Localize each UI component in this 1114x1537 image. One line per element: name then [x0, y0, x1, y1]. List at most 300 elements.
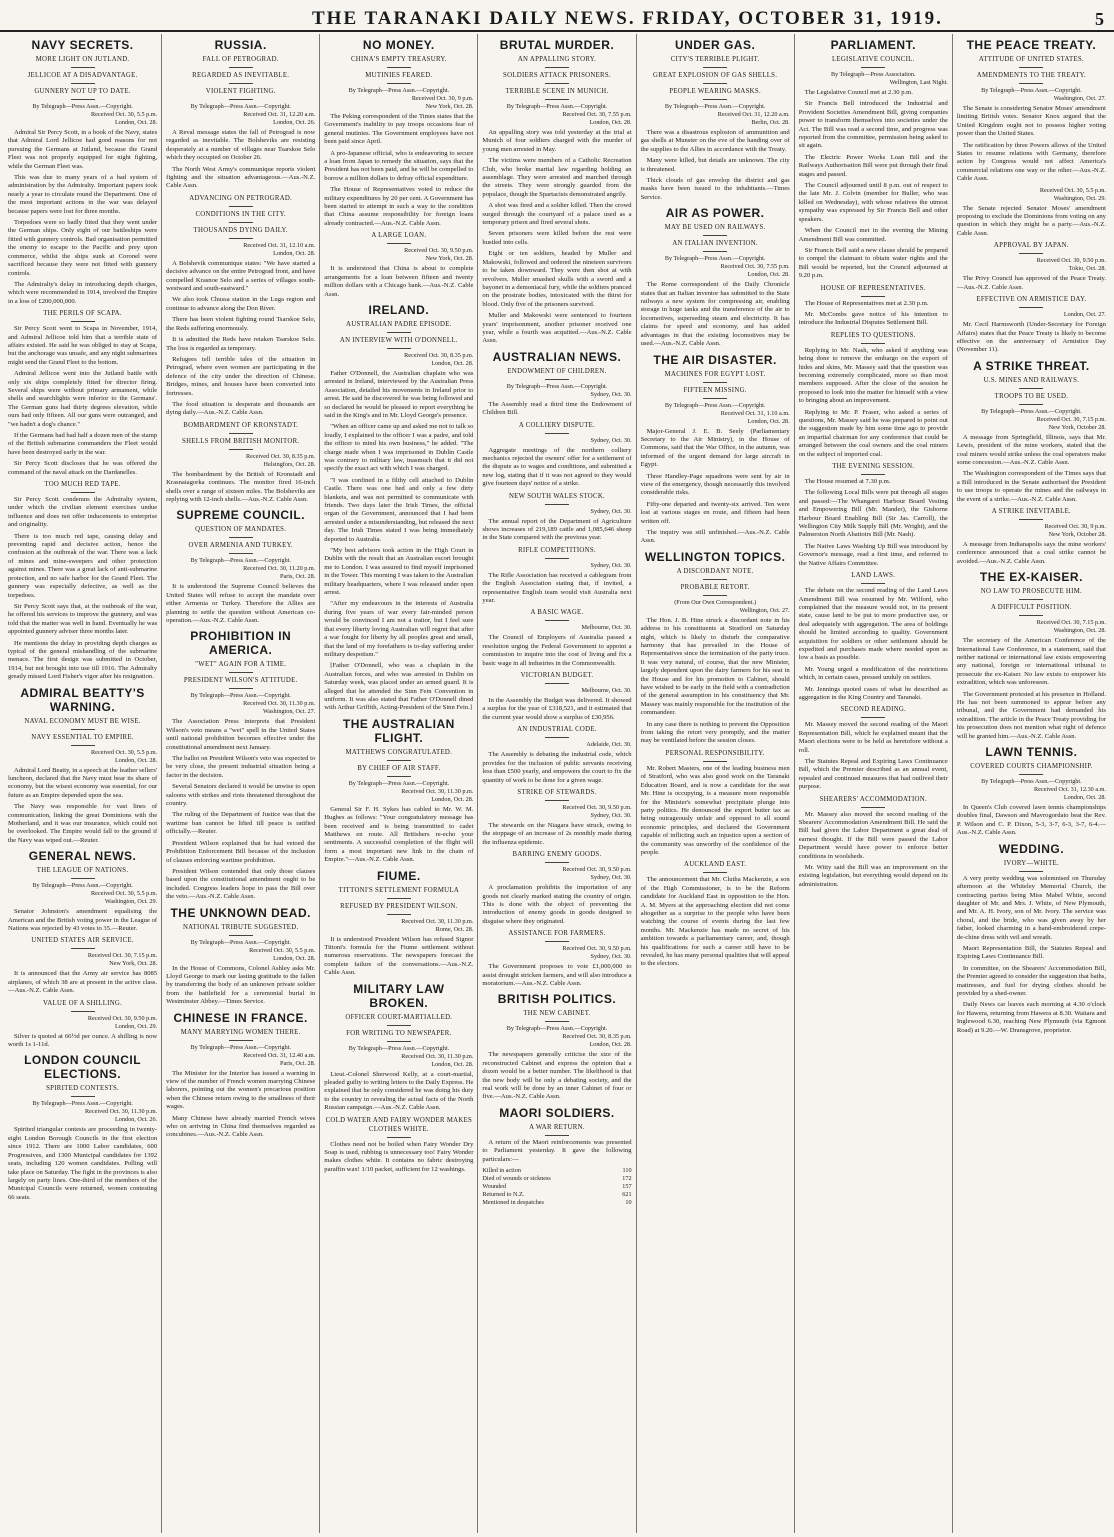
article-subheading: MATTHEWS CONGRATULATED. [345, 748, 453, 756]
divider-rule [545, 433, 569, 434]
dateline-line: Helsingfors, Oct. 28. [263, 460, 316, 468]
article-dateline [957, 311, 1106, 319]
table-value: 10 [625, 1199, 632, 1207]
dateline-line: By Telegraph—Press Assn.—Copyright. [506, 1025, 608, 1033]
article-paragraph: He mentions the delay in providing depth charges as typical of the general mishandling of the submarine menace. The first design was submitted in October, 1914, but not brought into use till 1916. The Admiralty greatly missed Lord Fisher's vigor after his resignation. [8, 639, 158, 681]
divider-rule [387, 348, 411, 349]
article-paragraph: The ratification by three Powers allows of the United States to resume relations with Germany, therefore action by Congress would not affect America's commercial relations one way or the other.—Aus.-N.Z. Cable Assn. [956, 141, 1106, 183]
article-headline: UNDER GAS. [674, 38, 756, 52]
divider-rule [1019, 871, 1043, 872]
article-paragraph: The newspapers generally criticise the size of the reconstructed Cabinet and express the opinion that a dozen would be a better number. The likelihood is that the new body will be only a debating society, and the real work will be done by an inner Cabinet of four or five.—Aus.-N.Z. Cable Assn. [482, 1051, 632, 1101]
dateline-line: By Telegraph—Press Assn.—Copyright. [190, 557, 291, 565]
column-4 [478, 34, 636, 1533]
article-headline: CHINESE IN FRANCE. [173, 1010, 308, 1025]
table-value: 621 [622, 1191, 632, 1199]
article [8, 686, 157, 846]
divider-rule [1019, 307, 1043, 308]
article-paragraph: Eight or ten soldiers, headed by Muller and Makowski, followed and ordered the nineteen survivors to be taken downward. They were then shot at with revolvers. Muller smashed skulls with a sword and a bayonet in a demoniacal fury, while the soldiers pranced on the prostrate bodies, intoxicated with the thirst for blood. Only five of the prisoners survived. [482, 250, 632, 308]
dateline-line: London, Oct. 28. [431, 795, 474, 803]
article-headline: THE AIR DISASTER. [653, 352, 777, 367]
article-paragraph: A very pretty wedding was solemnised on Thursday afternoon at the Whiteley Memorial Church, the contracting parties being Miss Mabel White, second daughter of Mr. and Mrs. J. White, of New Plymouth, and Mr. A. H. Ivory, son of Mr. Ivory. The service was choral, and the bride, who was given away by her father, looked charming in a hand-embroidered crepe-de-chine dress with veil and wreath. [956, 874, 1106, 941]
divider-rule [861, 717, 885, 718]
article-subheading: GREAT EXPLOSION OF GAS SHELLS. [653, 72, 778, 79]
article-paragraph: When the Council met in the evening the Mining Amendment Bill was committed. [798, 227, 948, 243]
article-subheading: CITY'S TERRIBLE PLIGHT. [670, 56, 760, 63]
divider-rule [229, 433, 253, 434]
article-subheading: AN INDUSTRIAL CODE. [517, 726, 597, 734]
divider-rule [545, 504, 569, 505]
article-subheading: THE PERILS OF SCAPA. [43, 310, 122, 318]
divider-rule [703, 251, 727, 252]
divider-rule [1019, 599, 1043, 600]
divider-rule [861, 474, 885, 475]
article-subheading: NO LAW TO PROSECUTE HIM. [980, 588, 1083, 596]
article-dateline [482, 562, 631, 570]
dateline-line: London, Oct. 28. [273, 249, 316, 257]
page-number: 5 [1095, 9, 1104, 29]
article-dateline [641, 103, 790, 127]
article [641, 38, 790, 202]
dateline-line: Received Oct. 30, 11.30 p.m. [401, 917, 474, 925]
dateline-line: New York, October 28. [1048, 530, 1106, 538]
dateline-line: London, Oct. 26. [273, 119, 316, 126]
article-dateline [641, 402, 790, 426]
article-subheading: NEW SOUTH WALES STOCK. [508, 492, 606, 500]
article-paragraph: Maori Representation Bill, the Statutes Repeal and Expiring Laws Continuance Bill. [956, 944, 1106, 961]
dateline-line: London, Oct. 28. [115, 119, 158, 126]
divider-rule [545, 83, 569, 84]
article-subheading: AUSTRALIAN PADRE EPISODE. [346, 320, 452, 328]
dateline-line: By Telegraph—Press Assn.—Copyright. [348, 87, 450, 94]
article-headline: PROHIBITION IN AMERICA. [190, 629, 292, 658]
article-subheading: THE EVENING SESSION. [832, 463, 915, 471]
article-paragraph: We also took Chussa station in the Luga region and continue to advance along the Don River. [166, 296, 316, 312]
divider-rule [229, 553, 253, 554]
divider-rule [703, 382, 727, 383]
dateline-line: By Telegraph—Press Assn.—Copyright. [981, 87, 1082, 94]
article [957, 359, 1106, 504]
dateline-line: Received Oct. 30, 7.55 p.m. [562, 111, 632, 118]
divider-rule [71, 745, 95, 746]
article-paragraph: A return of the Maori reinforcements was presented to Parliament yesterday. It gave the following particulars:— [482, 1138, 632, 1163]
article-subheading: PEOPLE WEARING MASKS. [669, 88, 761, 95]
article [957, 507, 1106, 566]
table-row [482, 1191, 631, 1199]
article-headline: GENERAL NEWS. [28, 849, 137, 864]
article-paragraph: The secretary of the American Conference of the International Law Conference, in a statement, said that neither national or international law exists empowering any national, foreign or international tribunal to prosecute the ex-Kaiser. No law exists to empower his extradition, which was unforeseen. [956, 637, 1106, 687]
article-paragraph: In Queen's Club covered lawn tennis championships doubles final, Dawson and Mavrogordato beat the Rev. P. Wilson and C. P. Dixon, 5-3, 3-7, 6-3, 3-7, 6-4.—Aus.-N.Z. Cable Assn. [956, 804, 1106, 837]
article [957, 241, 1106, 292]
divider-rule [387, 83, 411, 84]
article-dateline [166, 692, 315, 716]
dateline-line: Berlin, Oct. 28. [751, 119, 790, 126]
table-label: Killed in action [482, 1167, 521, 1175]
article-dateline [482, 687, 631, 695]
article-subheading: A BASIC WAGE. [530, 609, 584, 617]
article-paragraph: This was due to many years of a bad system of administration by the Admiralty. Important papers took nearly a year to circulate round the Department. One of the most important actions in the war was delayed because papers were lost for three months. [8, 174, 158, 215]
article-paragraph: The North West Army's communique reports violent fighting and the situation advantageous.—Aus.-N.Z. Cable Assn. [166, 165, 316, 190]
article-paragraph: "I was confined in a filthy cell attached to Dublin Castle. There was one bed and only a few dirty blankets, and was not permitted to communicate with friends. Two days later the Irish Times, the official organ of the Government, announced that I had been arrested under a misunderstanding, but released the next day. The Irish Times stated I was being immediately deported to Australia. [324, 476, 474, 543]
article-paragraph: Torpedoes were so badly fitted that they went under the German ships. Only eight of our battleships were fitted with gunnery controls. Bad organisation permitted the enemy to escape to the Pacific and prey upon commerce, whilst the ships sunk at Coronel were sacrificed because they were not fitted with gunnery controls. [8, 219, 158, 277]
dateline-line: By Telegraph—Press Assn.—Copyright. [506, 382, 608, 390]
article-paragraph: The victims were members of a Catholic Recreation Club, who broke martial law regarding holding an assemblage. They were arrested and marched through the streets. They were strongly guarded from the populace, though the Spartacists demonstrated angrily. [482, 157, 632, 198]
article [166, 508, 315, 625]
article-subheading: ASSISTANCE FOR FARMERS. [508, 930, 606, 938]
column-1 [4, 34, 162, 1533]
article-subheading: FOR WRITING TO NEWSPAPER. [346, 1029, 452, 1037]
divider-rule [387, 776, 411, 777]
divider-rule [1019, 83, 1043, 84]
article-dateline [957, 619, 1106, 635]
article-dateline [957, 523, 1106, 539]
article-paragraph: The Senate is considering Senator Moses' amendment limiting British votes. Senator Knox argued that the United Kingdom ought not to possess higher voting power than the United States. [956, 105, 1106, 138]
dateline-line: Sydney, Oct. 30. [590, 390, 632, 398]
dateline-line: London, Oct. 28. [589, 1041, 632, 1049]
article-headline: SUPREME COUNCIL. [176, 508, 306, 523]
newspaper-title: THE TARANAKI DAILY NEWS. FRIDAY, OCTOBER 31, 1919. [312, 8, 943, 29]
dateline-line: London, Oct. 28. [589, 119, 632, 126]
divider-rule [545, 683, 569, 684]
article-subheading: THE LEAGUE OF NATIONS. [36, 867, 129, 875]
article [482, 608, 631, 668]
article-subheading: SPIRITED CONTESTS. [46, 1085, 120, 1093]
article-headline: NAVY SECRETS. [31, 38, 134, 52]
article-paragraph: "When an officer came up and asked me not to talk so loudly, I explained to the officer I was a padre, and told the officer to mind his own business," he added. "The charge made when I was imprisoned in Dublin Castle was contrary to military law, inasmuch that it did not specify the exact act with which I was charged. [324, 423, 474, 473]
article-headline: NO MONEY. [362, 38, 435, 52]
article-paragraph: [Father O'Donnell, who was a chaplain in the Australian forces, and who was arrested in Dublin on Saturday week, was placed under an armed guard. It is alleged that he attended the Sinn Fein Convention in uniform. It was also stated that Father O'Donnell dined with Arthur Griffith, Acting-President of the Sinn Fein.] [324, 662, 474, 712]
dateline-line: Received Oct. 30, 8.35 p.m. [404, 351, 474, 359]
article-paragraph: Mr. McCombs gave notice of his intention to introduce the Industrial Disputes Settlement Bill. [798, 310, 948, 327]
dateline-line: Received Oct. 30, 11.30 p.m. [85, 1108, 158, 1116]
article-dateline [957, 257, 1106, 273]
divider-rule [545, 862, 569, 863]
article-paragraph: The following Local Bills were put through all stages and passed:—The Whangarei Harbour Board Vesting and Empowering Bill (Mr. Mander), the Gisborne Harbour Board Enabling Bill (Sir Jas. Carroll), the Wellington City Milk Supply Bill (Mr. Wright), and the Palmerston North Abattoirs Bill (Mr. Nash). [798, 489, 948, 539]
article-paragraph: It is admitted the Reds have retaken Tsarskoe Selo. The loss is regarded as temporary. [166, 336, 316, 352]
article-paragraph: The stewards on the Niagara have struck, owing to the stoppage of an increase of 2s monthly made during the influenza epidemic. [482, 821, 632, 846]
dateline-line: Received Oct. 30, 11.30 p.m. [401, 787, 474, 795]
article-paragraph: Mr. Young urged a modification of the restrictions which, in certain cases, pressed unduly on settlers. [798, 665, 948, 682]
article-paragraph: The Government protested at his presence in Holland. He has not been summoned to appear before any tribunal, and the Government had demanded his extradition. The article in the Peace Treaty providing for his prosecution does not mention what right of defence will be granted him.—Aus.-N.Z. Cable Assn. [956, 690, 1106, 740]
article-subheading: NAVAL ECONOMY MUST BE WISE. [24, 717, 141, 725]
article-headline: MAORI SOLDIERS. [499, 1105, 615, 1120]
dateline-line: Received Oct. 30, 9.50 p.m. [562, 866, 632, 874]
article-paragraph: Sir Percy Scott says that, at the outbreak of the war, he offered his services to improve the gunnery, and was told that the matter was well in hand. Eventually he was appointed gunnery adviser three months later. [8, 602, 158, 636]
article-paragraph: There has been violent fighting round Tsarskoe Selo, the Reds suffering enormously. [166, 316, 316, 332]
article [799, 38, 948, 281]
article-dateline [641, 255, 790, 279]
article-paragraph: There is too much red tape, causing delay and preventing rapid and decisive action, hence the confusion at the outbreak of the war. There was a lack of mines and mine-sweepers and other protection against mines. There was a great lack of anti-submarine protection, and no safe harbor for the Grand Fleet. The gunnery was especially defective, as well as the torpedoes. [8, 532, 158, 599]
article [957, 38, 1106, 184]
dateline-line: Received Oct. 31, 12.30 a.m. [1033, 786, 1106, 794]
article-headline: IRELAND. [368, 302, 430, 317]
dateline-line: Received Oct. 30, 9.50 p.m. [562, 803, 632, 811]
article-paragraph: The Statutes Repeal and Expiring Laws Continuance Bill, which the Premier described as an annual event, repealed and continued measures that had outlived their purpose. [798, 758, 948, 791]
table-row [482, 1175, 631, 1183]
article-paragraph: The House resumed at 7.30 p.m. [804, 478, 891, 486]
article-paragraph: In committee, on the Shearers' Accommodation Bill, the Premier agreed to consider the suggestion that baths, mattresses, and fuel for drying clothes should be provided by a shed-owner. [956, 964, 1106, 997]
article-subheading: MORE LIGHT ON JUTLAND. [35, 56, 130, 63]
dateline-line: By Telegraph—Press Association. [831, 71, 916, 78]
article-paragraph: Major-General J. E. B. Seely (Parliamentary Secretary to the Air Ministry), in the House of Commons, said that the War Office, in the autumn, was informed of the urgent demand for large aircraft in Egypt. [640, 427, 790, 469]
article [482, 671, 631, 722]
article-paragraph: The Washington correspondent of the Times says that a Bill introduced in the Senate authorised the President to use troops to operate the mines and the railways in the event of a strike.—Aus.-N.Z. Cable Assn. [956, 470, 1106, 503]
article-paragraph: Seven prisoners were killed before the rest were hustled into cells. [482, 230, 632, 246]
article-paragraph: The Government proposes to vote £1,000,000 to assist drought stricken farmers, and will also introduce a moratorium.—Aus.-N.Z. Cable Assn. [482, 963, 632, 987]
dateline-line: (From Our Own Correspondent.) [674, 598, 757, 606]
divider-rule [71, 948, 95, 949]
dateline-line: Melbourne, Oct. 30. [581, 687, 632, 695]
article-headline: AIR AS POWER. [665, 206, 765, 221]
article-subheading: A WAR RETURN. [529, 1123, 585, 1131]
article-dateline [166, 103, 315, 127]
article-paragraph: The Rome correspondent of the Daily Chronicle states that an Italian inventor has submitted to the State railways a new system for compressing air, enabling storage in huge tanks and the transference of the air to locomotives, superseding steam and electricity. It has claims for speed and economy, and has added advantages in that the existing locomotives may be used.—Aus.-N.Z. Cable Assn. [640, 281, 790, 348]
article-paragraph: Muller and Makowski were sentenced to fourteen years' imprisonment, another prisoner received one year, while a fourth was acquitted.—Aus.-N.Z. Cable Assn. [482, 312, 632, 345]
article-dateline [482, 1025, 631, 1049]
article-subheading: TOO MUCH RED TAPE. [44, 481, 121, 489]
article-paragraph: "After my endeavours in the interests of Australia during five years of war every fair-minded person would be convinced I am not a traitor, but I feel sure that every liberty loving Australian will regret that after a war fought for liberty by all peoples great and small, that the land of my forefathers is to-day suffering under military despotism." [324, 600, 474, 658]
divider-rule [229, 206, 253, 207]
divider-rule [703, 398, 727, 399]
article-subheading: BOMBARDMENT OF KRONSTADT. [183, 421, 299, 429]
article-subheading: REGARDED AS INEVITABLE. [192, 72, 290, 79]
column-3 [320, 34, 478, 1533]
article-paragraph: "My best advisors took action in the High Court in Dublin with the result that an Australian escort brought me to London. I was assured to find myself imprisoned in the Tower. This morning I was taken to the Australian military headquarters, where I was released under open arrest. [324, 547, 474, 597]
article-subheading: THE NEW CABINET. [523, 1010, 591, 1018]
article [641, 353, 790, 546]
article-dateline [957, 87, 1106, 103]
divider-rule [229, 1040, 253, 1041]
dateline-line: By Telegraph—Press Assn.—Copyright. [190, 103, 291, 110]
divider-rule [1019, 67, 1043, 68]
dateline-line: Received Oct. 30, 7.15 p.m. [87, 952, 158, 960]
dateline-line: By Telegraph—Press Assn.—Copyright. [664, 103, 766, 110]
divider-rule [1019, 774, 1043, 775]
dateline-line: New York, Oct. 28. [425, 103, 474, 110]
article [8, 849, 157, 933]
table-value: 157 [622, 1183, 632, 1191]
article-subheading: A LARGE LOAN. [371, 232, 427, 240]
article-paragraph: President Wilson explained that he had vetoed the Prohibition Enforcement Bill because of the inclusion of clauses enforcing wartime prohibition. [166, 839, 316, 864]
article-subheading: LEGISLATIVE COUNCIL. [831, 56, 915, 63]
divider-rule [387, 243, 411, 244]
article-paragraph: Sir Francis Bell said a new clause should be prepared to compel the claimant to obtain water rights and the Bill would be reported, but the Council adjourned at 9.20 p.m. [798, 246, 948, 280]
article-subheading: MANY MARRYING WOMEN THERE. [180, 1028, 301, 1036]
article-paragraph: Daily News car leaves each morning at 4.30 o'clock for Hawera, returning from Hawera at 8.30. Waitara and Inglewood 6.30, reaching New Plymouth (via Egmont Road) at 9.20.—W. Dransgrove, proprietor. [956, 1001, 1106, 1034]
article-dateline [641, 599, 790, 615]
dateline-line: Washington, Oct. 29. [1053, 194, 1106, 202]
divider-rule [71, 492, 95, 493]
article-paragraph: An appalling story was told yesterday at the trial at Munich of four soldiers charged with the murder of young men arrested in May. [482, 129, 632, 153]
article-subheading: OFFICER COURT-MARTIALLED. [345, 1013, 453, 1021]
divider-rule [229, 83, 253, 84]
dateline-line: New York, Oct. 28. [109, 960, 158, 968]
article [799, 705, 948, 791]
dateline-line: Received Oct. 30, 7.15 p.m. [1036, 415, 1106, 423]
article-dateline [166, 1044, 315, 1068]
article-headline: THE AUSTRALIAN FLIGHT. [342, 716, 455, 745]
article-subheading: A DIFFICULT POSITION. [990, 604, 1072, 612]
article-subheading: PROBABLE RETORT. [680, 583, 750, 591]
article-paragraph: The Rifle Association has received a cablegram from the English Association stating that, if invited, a representative English team would visit Australia next year. [482, 571, 632, 605]
divider-rule [71, 67, 95, 68]
article-subheading: NATIONAL TRIBUTE SUGGESTED. [182, 923, 299, 931]
article-dateline [957, 187, 1106, 203]
dateline-line: New York, October 28. [1048, 423, 1106, 431]
dateline-line: Wellington, Oct. 27. [739, 606, 790, 614]
divider-rule [229, 222, 253, 223]
article [324, 717, 473, 865]
article-paragraph: There was a disastrous explosion of ammunition and gas shells at Munster on the eve of the handing over of the supplies to the Allies in accordance with the Treaty. [640, 129, 790, 153]
article-dateline [482, 624, 631, 632]
article-subheading: MACHINES FOR EGYPT LOST. [664, 370, 766, 378]
article-paragraph: It is understood that China is about to complete arrangements for a loan between fifteen and twenty million dollars with a Chicago bank.—Aus.-N.Z. Cable Assn. [324, 265, 474, 298]
article-headline: A STRIKE THREAT. [973, 358, 1090, 373]
article-paragraph: The Peking correspondent of the Times states that the Government's inability to pay troops occasions fear of general mutinies. The Government employees have not been paid since April. [324, 113, 474, 146]
article-paragraph: Many were killed, but details are unknown. The city is threatened. [640, 157, 790, 173]
article [957, 295, 1106, 355]
article-paragraph: The announcement that Mr. Clutha Mackenzie, a son of the High Commissioner, is to be the Reform candidate for Auckland East in opposition to the Hon. A. M. Myers at the approaching election did not come altogether as a surprise to the people who have been watching the course of events during the last few months. Mr. Mackenzie has made no secret of his ambition towards a parliamentary career, and, though his qualifications for such a career still have to be revealed, he has many personal qualities that will appeal to the electors. [640, 876, 790, 968]
article-subheading: U.S. MINES AND RAILWAYS. [983, 376, 1080, 384]
article [166, 194, 315, 418]
article-paragraph: The Association Press interprets that President Wilson's veto means a "wet" spell in the United States until national prohibition becomes effective under the constitutional amendment next January. [166, 718, 316, 751]
article-paragraph: The ballot on President Wilson's veto was expected to be very close, the present industrial situation being a factor in the decision. [166, 755, 316, 779]
divider-rule [861, 67, 885, 68]
divider-rule [1019, 615, 1043, 616]
article-subheading: FIFTEEN MISSING. [683, 386, 747, 394]
article-subheading: "WET" AGAIN FOR A TIME. [195, 661, 287, 669]
article-paragraph: The Council of Employers of Australia passed a resolution urging the Federal Government to appoint a commission to inquire into the cost of living and fix a basic wage in all industries in the Commonwealth. [482, 634, 632, 667]
article-subheading: SHELLS FROM BRITISH MONITOR. [182, 437, 300, 445]
article-subheading: HOUSE OF REPRESENTATIVES. [820, 284, 926, 292]
article-subheading: UNITED STATES AIR SERVICE. [31, 937, 134, 945]
article-paragraph: Admiral Jellicoe went into the Jutland battle with only six ships completely fitted for director firing. Several ships were without primary armament, while shells and searchlights were inferior to the Germans'. The German guns had thirty degrees elevation, while ours had only fifteen. All our guns were outranged, and "we hadn't a dog's chance." [8, 370, 158, 428]
article [8, 1053, 157, 1202]
columns-container [4, 34, 1110, 1533]
article-dateline [8, 1100, 157, 1124]
article-paragraph: Thick clouds of gas envelop the district and gas masks have been issued to the inhabitants.—Times Service. [640, 177, 790, 201]
article-paragraph: In any case there is nothing to prevent the Opposition from taking the retort very promptly, and the matter may be ventilated before the session closes. [640, 720, 790, 745]
article-headline: THE UNKNOWN DEAD. [170, 905, 311, 920]
article-headline: MILITARY LAW BROKEN. [353, 981, 445, 1010]
divider-rule [861, 807, 885, 808]
article-subheading: PRESIDENT WILSON'S ATTITUDE. [183, 677, 298, 685]
divider-rule [703, 235, 727, 236]
dateline-line: Sydney, Oct. 30. [590, 561, 632, 569]
article-subheading: IVORY—WHITE. [1003, 859, 1059, 867]
dateline-line: Received Oct. 30, 11.30 p.m. [401, 1052, 474, 1060]
divider-rule [229, 67, 253, 68]
dateline-line: London, Oct. 28. [115, 756, 158, 764]
divider-rule [71, 99, 95, 100]
dateline-line: Received Oct. 30, 8.35 p.m. [246, 452, 316, 460]
article-subheading: NAVY ESSENTIAL TO EMPIRE. [31, 733, 134, 741]
article-subheading: CHINA'S EMPTY TREASURY. [350, 56, 447, 63]
article-dateline [324, 247, 473, 263]
divider-rule [703, 67, 727, 68]
dateline-line: London, Oct. 28. [747, 271, 790, 279]
article [166, 629, 315, 901]
article-subheading: REFUSED BY PRESIDENT WILSON. [340, 902, 458, 910]
article-paragraph: It is understood the Supreme Council believes the United States will refuse to accept the mandate over either Armenia or Turkey. Therefore the Allies are planning to settle the question without American co-operation.—Aus.-N.Z. Cable Assn. [166, 583, 316, 624]
dateline-line: Sydney, Oct. 30. [590, 507, 632, 515]
dateline-line: Received Oct. 30, 5.5 p.m. [90, 890, 158, 898]
article-subheading: VIOLENT FIGHTING. [205, 88, 276, 95]
article-paragraph: The debate on the second reading of the Land Laws Amendment Bill was resumed by Mr. Wilford, who complained that the measure would not, in its present state, cause land to be put to more productive use, or deal adequately with aggregation. The area of holdings should be limited according to quality. Government acquisition for soldiers or other settlement should be expedited and purchases made where needed upon as low a basis as possible. [798, 587, 948, 662]
article-paragraph: Senator Johnston's amendment equalising the American and the British voting power in the League of Nations was rejected by 43 votes to 35.—Reuter. [8, 908, 158, 933]
article-dateline [324, 780, 473, 804]
divider-rule [545, 737, 569, 738]
dateline-line: By Telegraph—Press Assn.—Copyright. [981, 778, 1082, 786]
article-paragraph: Fifty-one departed and twenty-six arrived. Ten were lost at various stages en route, and fifteen had been written off. [640, 500, 790, 525]
article [957, 745, 1106, 838]
divider-rule [1019, 519, 1043, 520]
article [957, 945, 1106, 1035]
article-subheading: RIFLE COMPETITIONS. [518, 546, 596, 554]
article-paragraph: In the Assembly the Budget was delivered. It showed a surplus for the year of £318,521, and it estimated that the current year would show a surplus of £30,956. [482, 697, 632, 721]
divider-rule [387, 1025, 411, 1026]
dateline-line: London, Oct. 28. [431, 359, 474, 367]
divider-rule [545, 620, 569, 621]
article-subheading: AN ITALIAN INVENTION. [672, 240, 758, 248]
article-paragraph: If the Germans had had half a dozen men of the stamp of the British submarine commanders the Fleet would have been destroyed early in the war. [8, 432, 158, 456]
article-dateline [799, 71, 948, 87]
divider-rule [1019, 404, 1043, 405]
article [641, 860, 790, 968]
article-headline: RUSSIA. [214, 38, 267, 52]
dateline-line: By Telegraph—Press Assn.—Copyright. [32, 103, 133, 110]
article-paragraph: The Privy Council has approved of the Peace Treaty.—Aus.-N.Z. Cable Assn. [956, 275, 1106, 291]
article-dateline [482, 741, 631, 749]
divider-rule [387, 898, 411, 899]
article-dateline [166, 939, 315, 963]
article-paragraph: Replying to Mr. Nash, who asked if anything was being done to remove the embargo on the export of hides and skins, Mr. Massey said that the question was becoming extremely complicated, more so than most members supposed. After the close of the session he proposed to look into the matter for himself with a view to bringing about an improvement. [798, 346, 948, 405]
article-dateline [482, 383, 631, 399]
dateline-line: By Telegraph—Press Assn.—Copyright. [664, 255, 766, 263]
dateline-line: Received Oct. 30, 9.50 p.m. [404, 247, 474, 255]
article-subheading: SHEARERS' ACCOMMODATION. [819, 795, 927, 803]
article-dateline [324, 918, 473, 934]
article [482, 725, 631, 785]
article-paragraph: A proclamation prohibits the importation of any goods not clearly marked stating the country of origin. This is done with the object of preventing the introduction of enemy goods in goods designed to disguise where they originated. [482, 884, 632, 925]
masthead [0, 0, 1114, 32]
divider-rule [703, 872, 727, 873]
article [166, 421, 315, 505]
dateline-line: Melbourne, Oct. 30. [581, 624, 632, 632]
divider-rule [861, 296, 885, 297]
divider-rule [229, 449, 253, 450]
dateline-line: Received Oct. 30, 9 p.m. [411, 95, 474, 102]
article-subheading: REPLIES TO QUESTIONS. [830, 331, 916, 339]
article-headline: AUSTRALIAN NEWS. [492, 349, 622, 364]
article [482, 992, 631, 1101]
dateline-line: Received Oct. 30, 8.35 p.m. [562, 1033, 632, 1041]
article-paragraph: The House of Representatives met at 2.30 p.m. [804, 299, 929, 307]
article [324, 231, 473, 299]
divider-rule [229, 238, 253, 239]
divider-rule [387, 67, 411, 68]
divider-rule [1019, 253, 1043, 254]
divider-rule [703, 595, 727, 596]
article [641, 550, 790, 746]
dateline-line: Received Oct. 30, 9 p.m. [1044, 522, 1106, 530]
dateline-line: London, Oct. 28. [1063, 794, 1106, 802]
article [324, 303, 473, 713]
article-paragraph: The inquiry was still unfinished.—Aus.-N.Z. Cable Assn. [640, 528, 790, 545]
divider-rule [71, 1011, 95, 1012]
article-paragraph: A Bolshevik communique states: "We have started a decisive advance on the entire Petrograd front, and have compelled Krasnoe Selo and a series of villages south-westward and south-eastward." [166, 259, 316, 293]
divider-rule [229, 537, 253, 538]
dateline-line: Received Oct. 30, 11.30 p.m. [243, 700, 316, 708]
